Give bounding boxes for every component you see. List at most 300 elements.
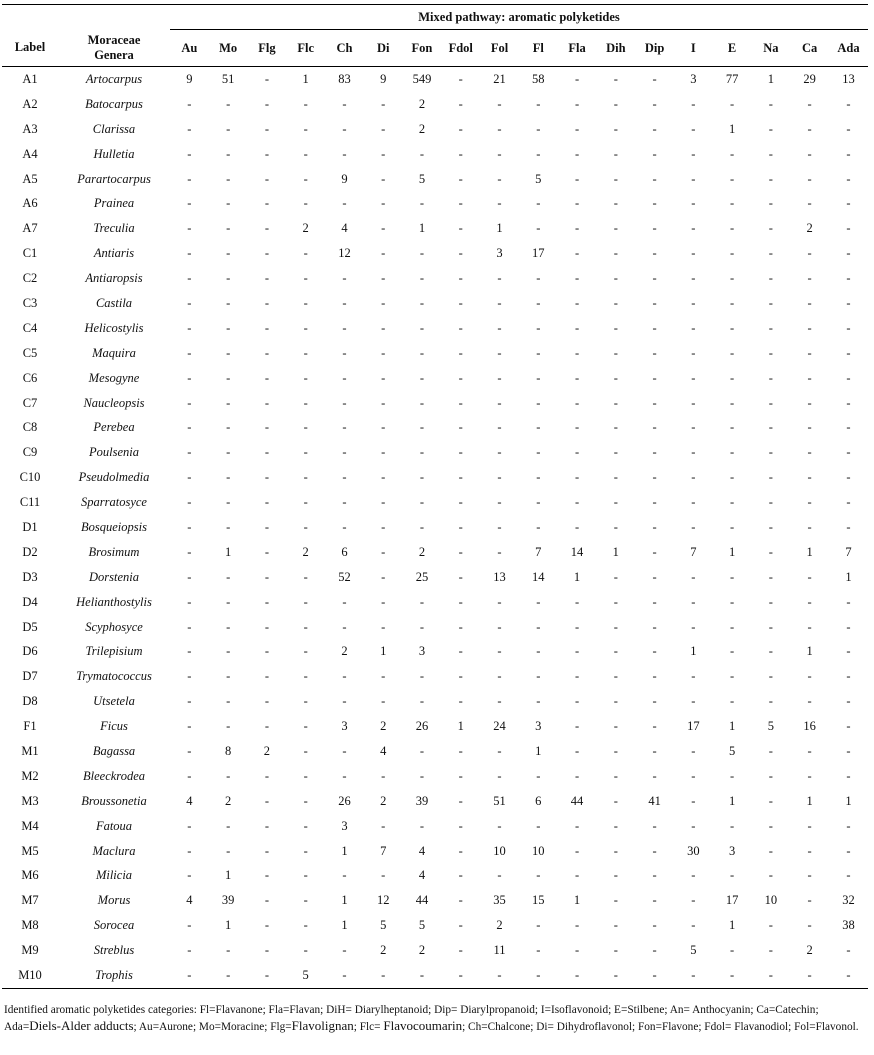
table-cell: - xyxy=(303,470,308,485)
table-cell: 1 xyxy=(225,868,232,883)
table-cell: - xyxy=(497,345,502,360)
table-cell: 3 xyxy=(690,71,697,86)
table-cell: - xyxy=(264,669,269,684)
table-cell: - xyxy=(364,963,403,988)
table-cell: - xyxy=(226,96,231,111)
table-cell: - xyxy=(652,96,657,111)
genus-name: Treculia xyxy=(93,221,135,236)
table-cell: - xyxy=(303,594,308,609)
table-cell: - xyxy=(613,719,618,734)
table-cell: - xyxy=(381,569,386,584)
column-header: Mo xyxy=(209,30,248,67)
table-cell: - xyxy=(807,594,812,609)
table-cell: - xyxy=(497,96,502,111)
genus-name: Pseudolmedia xyxy=(78,470,150,485)
row-label: C11 xyxy=(19,495,41,510)
table-cell: 6 xyxy=(535,793,542,808)
genus-name: Broussonetia xyxy=(81,793,147,808)
row-label: D2 xyxy=(22,544,38,559)
table-cell: - xyxy=(419,370,425,385)
table-cell: 58 xyxy=(532,71,545,86)
table-cell: - xyxy=(419,669,425,684)
table-cell: 1 xyxy=(612,544,619,559)
table-row xyxy=(2,689,868,714)
table-cell: - xyxy=(652,246,657,261)
table-cell: - xyxy=(497,743,502,758)
table-row xyxy=(2,540,868,565)
table-cell: 7 xyxy=(845,544,852,559)
table-cell: - xyxy=(264,320,269,335)
table-cell: - xyxy=(342,768,347,783)
row-label: M6 xyxy=(21,868,39,883)
table-cell: 1 xyxy=(728,719,736,734)
table-cell: - xyxy=(381,121,386,136)
column-header: Au xyxy=(170,30,209,67)
table-cell: 9 xyxy=(380,71,387,86)
table-cell: - xyxy=(574,96,580,111)
table-cell: - xyxy=(381,594,386,609)
table-cell: - xyxy=(652,743,657,758)
table-cell: - xyxy=(187,96,192,111)
table-cell: - xyxy=(497,395,502,410)
table-cell: - xyxy=(613,793,618,808)
table-cell: 1 xyxy=(806,793,813,808)
table-cell: - xyxy=(691,793,696,808)
table-cell: - xyxy=(226,320,231,335)
table-cell: - xyxy=(596,963,635,988)
table-cell: - xyxy=(574,694,580,709)
table-cell: - xyxy=(652,818,657,833)
table-cell: 15 xyxy=(532,893,545,908)
table-cell: - xyxy=(536,370,541,385)
table-cell: - xyxy=(458,619,463,634)
table-cell: - xyxy=(497,171,502,186)
table-cell: - xyxy=(768,918,773,933)
table-cell: - xyxy=(574,594,580,609)
table-cell: - xyxy=(730,146,735,161)
table-cell: - xyxy=(574,345,580,360)
table-cell: - xyxy=(458,818,463,833)
table-row xyxy=(2,913,868,938)
table-cell: - xyxy=(691,121,696,136)
table-cell: - xyxy=(574,768,580,783)
table-cell: - xyxy=(419,470,425,485)
table-row xyxy=(2,216,868,241)
table-cell: - xyxy=(536,295,541,310)
genus-name: Scyphosyce xyxy=(85,619,143,634)
row-label: C1 xyxy=(22,246,38,261)
table-cell: - xyxy=(613,445,618,460)
table-cell: 1 xyxy=(806,544,813,559)
table-cell: - xyxy=(342,470,347,485)
table-cell: - xyxy=(519,963,558,988)
table-row xyxy=(2,714,868,739)
table-cell: - xyxy=(264,719,269,734)
table-cell: 2 xyxy=(380,943,387,958)
table-cell: - xyxy=(187,843,192,858)
footnote-part4: ; Ch=Chalcone; Di= Dihydroflavonol; Fon=Flavone; Fdol= Flavanodiol; Fol=Flavonol. xyxy=(462,1021,859,1033)
genus-name: Streblus xyxy=(93,943,135,958)
table-cell: - xyxy=(691,96,696,111)
table-cell: 4 xyxy=(186,893,193,908)
table-cell: - xyxy=(691,146,696,161)
table-cell: - xyxy=(807,420,812,435)
table-cell: - xyxy=(613,594,618,609)
table-cell: - xyxy=(691,743,696,758)
table-cell: - xyxy=(264,868,269,883)
table-cell: - xyxy=(807,893,812,908)
table-cell: - xyxy=(768,519,773,534)
table-cell: - xyxy=(846,495,851,510)
table-cell: 549 xyxy=(412,71,432,86)
table-cell: - xyxy=(730,221,735,236)
table-cell: - xyxy=(574,495,580,510)
table-cell: - xyxy=(303,768,308,783)
table-cell: - xyxy=(768,470,773,485)
table-cell: - xyxy=(497,694,502,709)
table-cell: - xyxy=(807,768,812,783)
table-cell: - xyxy=(226,495,231,510)
table-cell: - xyxy=(226,196,231,211)
table-cell: 1 xyxy=(573,569,581,584)
table-cell: - xyxy=(419,146,425,161)
group-header: Mixed pathway: aromatic polyketides xyxy=(170,5,868,30)
table-cell: 2 xyxy=(380,719,387,734)
table-cell: - xyxy=(807,743,812,758)
table-cell: - xyxy=(807,121,812,136)
table-cell: - xyxy=(264,694,269,709)
row-label: M1 xyxy=(21,743,39,758)
table-cell: - xyxy=(497,196,502,211)
table-cell: - xyxy=(303,619,308,634)
table-cell: - xyxy=(381,868,386,883)
table-cell: - xyxy=(303,121,308,136)
table-cell: - xyxy=(613,519,618,534)
table-row xyxy=(2,341,868,366)
table-cell: - xyxy=(187,445,192,460)
table-cell: 30 xyxy=(687,843,700,858)
table-cell: - xyxy=(264,96,269,111)
table-cell: - xyxy=(807,395,812,410)
table-cell: - xyxy=(419,445,425,460)
table-cell: - xyxy=(730,445,735,460)
table-cell: - xyxy=(574,171,580,186)
table-cell: - xyxy=(846,519,851,534)
table-cell: - xyxy=(730,495,735,510)
table-cell: - xyxy=(613,768,618,783)
table-cell: - xyxy=(303,420,308,435)
table-cell: 7 xyxy=(380,843,387,858)
table-cell: - xyxy=(574,71,580,86)
table-cell: - xyxy=(829,963,868,988)
table-cell: - xyxy=(768,743,773,758)
table-cell: - xyxy=(497,818,502,833)
table-cell: - xyxy=(458,694,463,709)
table-cell: - xyxy=(536,594,541,609)
table-cell: - xyxy=(613,246,618,261)
table-cell: - xyxy=(846,171,851,186)
row-label: F1 xyxy=(23,719,37,734)
genus-name: Sparratosyce xyxy=(81,495,147,510)
table-cell: - xyxy=(807,519,812,534)
genera-header xyxy=(58,30,170,67)
table-cell: - xyxy=(226,345,231,360)
table-cell: - xyxy=(807,694,812,709)
table-cell: - xyxy=(768,320,773,335)
table-cell: - xyxy=(497,669,502,684)
column-header: Fl xyxy=(519,30,558,67)
table-cell: - xyxy=(381,295,386,310)
table-cell: 5 xyxy=(767,719,774,734)
table-cell: - xyxy=(768,345,773,360)
table-cell: 2 xyxy=(496,918,503,933)
table-cell: - xyxy=(652,943,657,958)
table-cell: 1 xyxy=(418,221,426,236)
table-cell: - xyxy=(303,495,308,510)
table-row xyxy=(2,117,868,142)
table-cell: 32 xyxy=(842,893,855,908)
table-cell: - xyxy=(613,146,618,161)
table-cell: - xyxy=(652,719,657,734)
table-cell: - xyxy=(730,943,735,958)
table-cell: 29 xyxy=(803,71,816,86)
row-label: D6 xyxy=(22,644,38,659)
table-cell: 2 xyxy=(302,544,309,559)
table-cell: 4 xyxy=(186,793,193,808)
table-cell: - xyxy=(807,470,812,485)
table-cell: - xyxy=(730,345,735,360)
table-cell: - xyxy=(264,768,269,783)
table-cell: - xyxy=(846,320,851,335)
table-cell: - xyxy=(226,619,231,634)
table-cell: - xyxy=(691,196,696,211)
table-cell: - xyxy=(574,669,580,684)
table-cell: - xyxy=(730,320,735,335)
table-cell: - xyxy=(652,694,657,709)
table-cell: - xyxy=(846,221,851,236)
table-cell: - xyxy=(768,121,773,136)
table-cell: - xyxy=(342,146,347,161)
table-footnote xyxy=(4,1003,870,1035)
table-cell: - xyxy=(790,963,829,988)
table-cell: - xyxy=(635,963,674,988)
table-cell: - xyxy=(187,221,192,236)
table-cell: - xyxy=(187,370,192,385)
table-cell: 77 xyxy=(725,71,739,86)
table-cell: - xyxy=(342,943,347,958)
table-cell: - xyxy=(458,71,463,86)
table-cell: - xyxy=(187,768,192,783)
row-label: A4 xyxy=(22,146,38,161)
table-cell: - xyxy=(730,669,735,684)
table-cell: - xyxy=(226,669,231,684)
table-cell: 4 xyxy=(380,743,387,758)
footnote-part3: ; Flc= xyxy=(353,1021,384,1033)
table-cell: - xyxy=(768,171,773,186)
table-row xyxy=(2,938,868,963)
table-cell: 44 xyxy=(415,893,429,908)
table-cell: - xyxy=(768,619,773,634)
table-cell: - xyxy=(730,395,735,410)
table-cell: - xyxy=(574,818,580,833)
genus-name: Bleeckrodea xyxy=(83,768,145,783)
table-cell: - xyxy=(652,669,657,684)
table-cell: - xyxy=(342,519,347,534)
row-label: A2 xyxy=(22,96,38,111)
table-cell: - xyxy=(187,694,192,709)
table-cell: 3 xyxy=(535,719,542,734)
table-cell: - xyxy=(248,963,287,988)
table-cell: - xyxy=(574,295,580,310)
table-row xyxy=(2,316,868,341)
table-cell: 2 xyxy=(418,96,426,111)
table-cell: 3 xyxy=(341,719,348,734)
table-cell: - xyxy=(613,71,618,86)
table-cell: - xyxy=(768,594,773,609)
table-cell: - xyxy=(652,121,657,136)
table-cell: - xyxy=(768,644,773,659)
row-label: C8 xyxy=(22,420,38,435)
row-label: M5 xyxy=(21,843,39,858)
table-cell: - xyxy=(691,445,696,460)
table-cell: - xyxy=(403,963,442,988)
table-cell: - xyxy=(264,271,269,286)
table-cell: - xyxy=(458,395,463,410)
column-header: Di xyxy=(364,30,403,67)
table-cell: - xyxy=(613,345,618,360)
genus-name: Perebea xyxy=(93,420,135,435)
genus-name: Bagassa xyxy=(92,743,136,758)
table-cell: 1 xyxy=(341,893,348,908)
table-cell: 5 xyxy=(286,963,325,988)
table-cell: - xyxy=(264,594,269,609)
table-cell: - xyxy=(303,519,308,534)
table-cell: - xyxy=(652,644,657,659)
table-cell: - xyxy=(536,445,541,460)
table-cell: 1 xyxy=(690,644,697,659)
table-cell: - xyxy=(381,544,386,559)
column-header: Fol xyxy=(480,30,519,67)
table-cell: - xyxy=(691,320,696,335)
table-cell: - xyxy=(497,470,502,485)
table-cell: - xyxy=(381,420,386,435)
genus-name: Helianthostylis xyxy=(76,594,152,609)
table-cell: - xyxy=(846,669,851,684)
table-cell: 1 xyxy=(728,121,736,136)
table-cell: - xyxy=(730,694,735,709)
table-cell: - xyxy=(536,121,541,136)
table-cell: - xyxy=(768,445,773,460)
table-cell: - xyxy=(419,768,425,783)
table-cell: - xyxy=(342,121,347,136)
table-cell: - xyxy=(613,843,618,858)
table-cell: - xyxy=(574,743,580,758)
table-cell: - xyxy=(536,619,541,634)
table-cell: - xyxy=(497,121,502,136)
table-cell: - xyxy=(846,395,851,410)
table-cell: - xyxy=(536,96,541,111)
table-cell: 16 xyxy=(803,719,816,734)
table-cell: - xyxy=(768,943,773,958)
table-cell: - xyxy=(381,768,386,783)
table-cell: - xyxy=(226,569,231,584)
table-cell: 7 xyxy=(690,544,697,559)
table-cell: - xyxy=(187,470,192,485)
label-header: Label xyxy=(2,30,58,67)
table-cell: - xyxy=(652,271,657,286)
table-cell: - xyxy=(264,370,269,385)
table-cell: - xyxy=(730,196,735,211)
table-cell: - xyxy=(226,594,231,609)
table-cell: - xyxy=(652,196,657,211)
table-cell: - xyxy=(574,445,580,460)
table-cell: - xyxy=(730,246,735,261)
table-cell: - xyxy=(613,395,618,410)
table-cell: - xyxy=(497,544,502,559)
table-cell: - xyxy=(652,893,657,908)
table-cell: - xyxy=(652,495,657,510)
table-cell: 3 xyxy=(341,818,348,833)
table-body xyxy=(2,67,868,989)
table-cell: - xyxy=(768,544,773,559)
table-cell: - xyxy=(187,719,192,734)
table-cell: - xyxy=(187,918,192,933)
table-cell: - xyxy=(303,271,308,286)
table-cell: - xyxy=(807,619,812,634)
table-cell: - xyxy=(419,345,425,360)
table-cell: - xyxy=(807,345,812,360)
genera-header-line1: Moraceae xyxy=(87,32,141,47)
table-row xyxy=(2,92,868,117)
column-header: Fon xyxy=(403,30,442,67)
table-cell: - xyxy=(768,768,773,783)
table-cell: - xyxy=(536,519,541,534)
table-cell: - xyxy=(807,445,812,460)
row-label: D7 xyxy=(22,669,38,684)
table-cell: - xyxy=(264,395,269,410)
table-cell: 1 xyxy=(767,71,774,86)
table-wrapper xyxy=(2,4,868,989)
table-cell: - xyxy=(846,96,851,111)
table-cell: - xyxy=(691,569,696,584)
column-header: Na xyxy=(751,30,790,67)
table-cell: - xyxy=(691,271,696,286)
genus-name: Poulsenia xyxy=(89,445,139,460)
table-cell: - xyxy=(691,345,696,360)
table-cell: - xyxy=(730,96,735,111)
table-cell: - xyxy=(846,246,851,261)
genus-name: Ficus xyxy=(100,719,128,734)
table-cell: 10 xyxy=(532,843,545,858)
row-label: M2 xyxy=(21,768,39,783)
table-cell: - xyxy=(381,196,386,211)
table-cell: - xyxy=(458,246,463,261)
table-row xyxy=(2,490,868,515)
table-row xyxy=(2,391,868,416)
table-cell: - xyxy=(807,495,812,510)
table-cell: - xyxy=(730,644,735,659)
table-cell: - xyxy=(807,171,812,186)
table-cell: - xyxy=(187,644,192,659)
table-cell: 1 xyxy=(845,793,852,808)
table-cell: 5 xyxy=(418,171,426,186)
row-label: C4 xyxy=(22,320,38,335)
row-label: C5 xyxy=(22,345,38,360)
table-row xyxy=(2,415,868,440)
table-cell: - xyxy=(536,918,541,933)
row-label: A1 xyxy=(22,71,38,86)
row-label: A7 xyxy=(22,221,38,236)
